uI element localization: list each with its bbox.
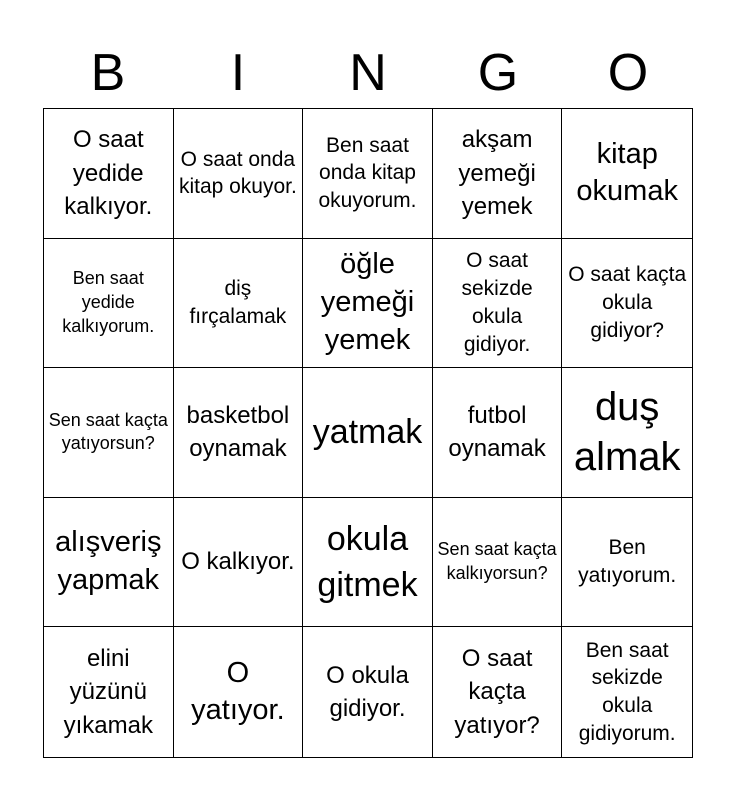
- bingo-cell[interactable]: [303, 239, 433, 369]
- bingo-cell-text: Sen saat kaçta kalkıyorsun?: [437, 539, 557, 584]
- bingo-cell-text: O saat yedide kalkıyor.: [64, 125, 153, 221]
- bingo-cell[interactable]: [433, 109, 563, 239]
- bingo-cell[interactable]: [303, 627, 433, 757]
- bingo-cell[interactable]: [44, 498, 174, 628]
- bingo-cell[interactable]: [174, 368, 304, 498]
- bingo-cell-text: O saat kaçta okula gidiyor?: [568, 263, 687, 342]
- header-letter-g: G: [477, 44, 519, 102]
- bingo-cell-text: basketbol oynamak: [186, 401, 290, 463]
- bingo-cell[interactable]: [562, 498, 692, 628]
- bingo-cell[interactable]: [44, 368, 174, 498]
- bingo-cell[interactable]: [433, 627, 563, 757]
- bingo-cell[interactable]: [303, 498, 433, 628]
- bingo-cell-text: Sen saat kaçta yatıyorsun?: [48, 409, 168, 454]
- bingo-cell[interactable]: [433, 498, 563, 628]
- header-letter-n: N: [349, 44, 387, 102]
- bingo-cell-text: O saat kaçta yatıyor?: [454, 644, 540, 739]
- bingo-cell-text: duş almak: [573, 385, 681, 480]
- header-letter-b: B: [90, 44, 126, 102]
- bingo-cell-text: elini yüzünü yıkamak: [63, 644, 153, 739]
- bingo-cell[interactable]: [174, 498, 304, 628]
- bingo-header: [43, 38, 693, 108]
- bingo-cell[interactable]: [303, 109, 433, 239]
- bingo-cell[interactable]: [174, 627, 304, 757]
- bingo-cell-text: O yatıyor.: [191, 656, 285, 727]
- bingo-cell-text: kitap okumak: [576, 137, 678, 208]
- bingo-cell[interactable]: [433, 239, 563, 369]
- bingo-cell-text: diş fırçalamak: [189, 277, 287, 328]
- bingo-cell[interactable]: [174, 109, 304, 239]
- bingo-cell-text: O kalkıyor.: [181, 548, 295, 576]
- bingo-cell[interactable]: [174, 239, 304, 369]
- bingo-cell-text: Ben saat yedide kalkıyorum.: [62, 268, 155, 336]
- bingo-cell-text: O saat sekizde okula gidiyor.: [461, 249, 533, 356]
- bingo-cell[interactable]: [562, 368, 692, 498]
- bingo-cell[interactable]: [44, 627, 174, 757]
- bingo-cell-text: O saat onda kitap okuyor.: [178, 147, 297, 199]
- header-letter-o: O: [607, 44, 649, 102]
- bingo-cell-text: akşam yemeği yemek: [458, 125, 536, 221]
- bingo-cell[interactable]: [44, 109, 174, 239]
- bingo-cell-text: Ben saat onda kitap okuyorum.: [318, 133, 417, 213]
- bingo-cell-text: futbol oynamak: [448, 401, 546, 463]
- bingo-cell-text: okula gitmek: [317, 519, 418, 605]
- bingo-cell[interactable]: [562, 239, 692, 369]
- bingo-cell-text: Ben yatıyorum.: [578, 536, 677, 588]
- bingo-card-grid: [43, 108, 693, 758]
- header-letter-i: I: [230, 44, 246, 102]
- bingo-cell-text: öğle yemeği yemek: [320, 248, 415, 356]
- bingo-cell-text: alışveriş yapmak: [55, 526, 162, 597]
- bingo-cell[interactable]: [562, 627, 692, 757]
- bingo-cell[interactable]: [562, 109, 692, 239]
- bingo-cell[interactable]: [303, 368, 433, 498]
- bingo-cell-text: yatmak: [312, 413, 423, 452]
- bingo-cell-text: Ben saat sekizde okula gidiyorum.: [578, 638, 676, 745]
- bingo-cell-text: O okula gidiyor.: [326, 661, 409, 723]
- bingo-cell[interactable]: [433, 368, 563, 498]
- bingo-cell[interactable]: [44, 239, 174, 369]
